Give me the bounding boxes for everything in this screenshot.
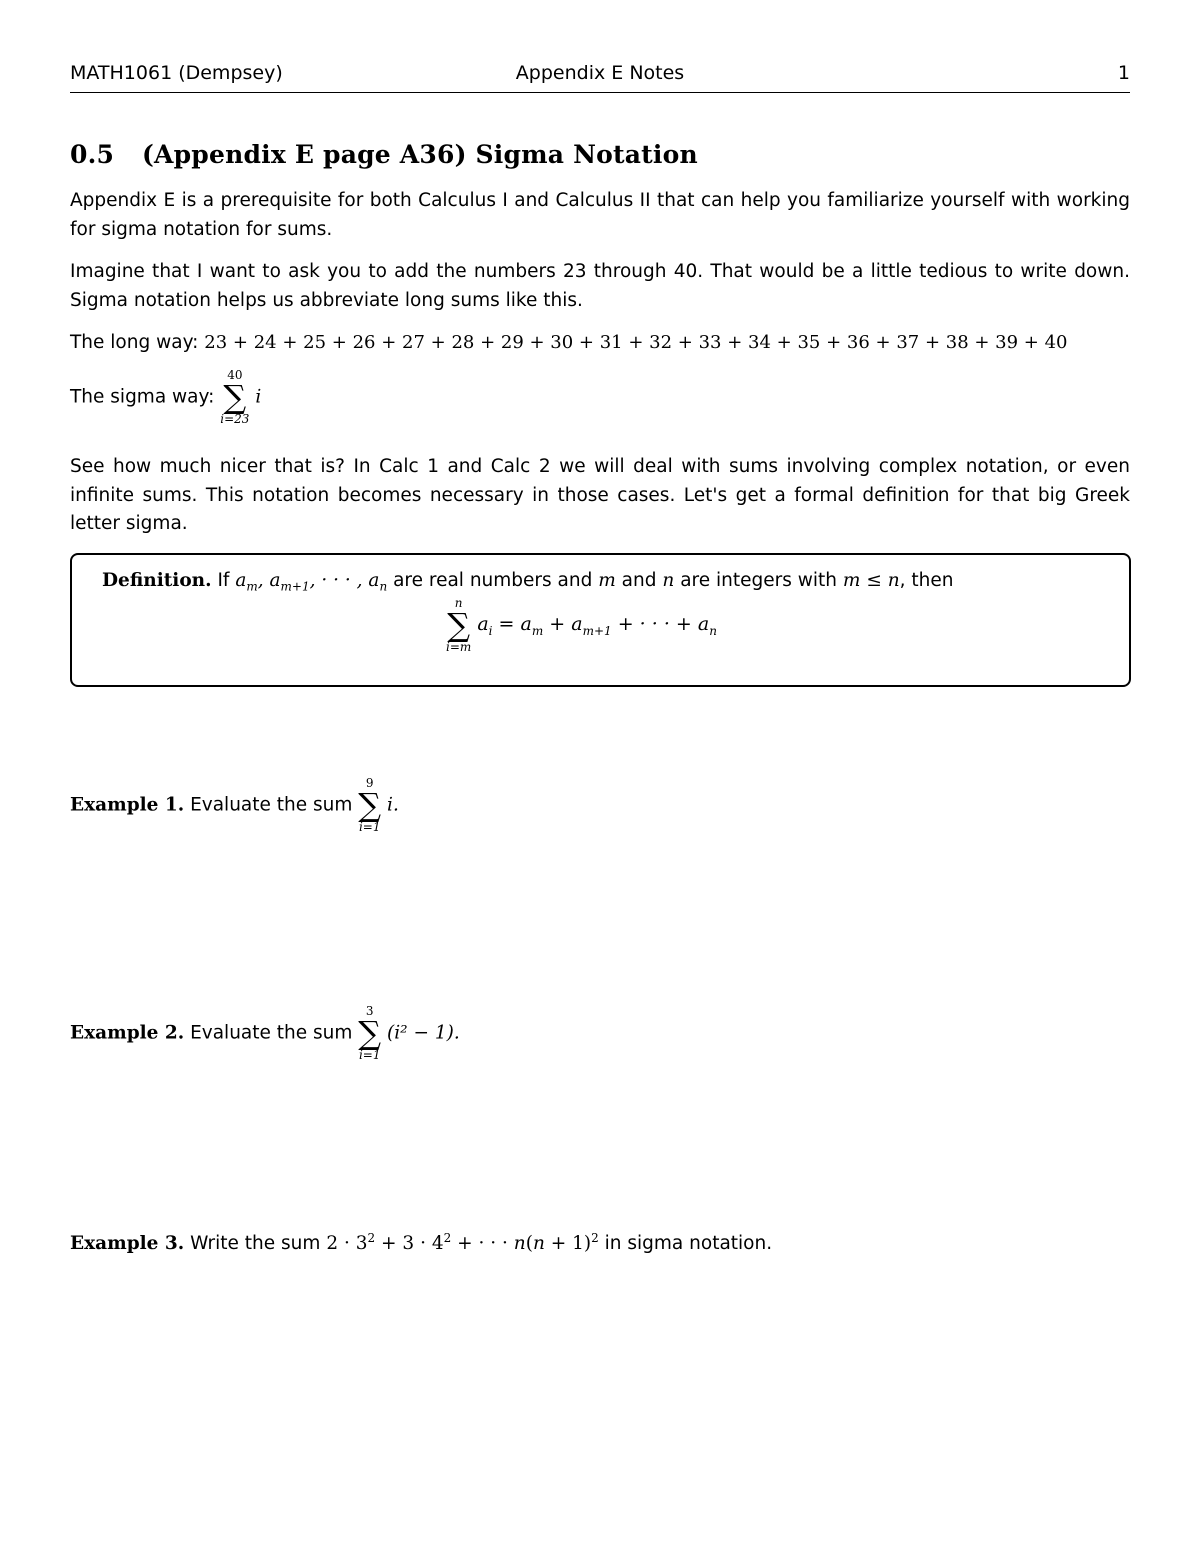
- definition-formula-rhs: $a_i = a_m + a_{m+1}$ + · · · + $a_n$: [477, 612, 717, 638]
- definition-then: , then: [899, 570, 954, 591]
- definition-and: and: [621, 570, 657, 591]
- sigma-symbol-icon: ∑: [358, 786, 382, 824]
- example-1-upper: 9: [365, 776, 374, 790]
- sigma-lower-limit: i=23: [220, 412, 250, 426]
- sigma-upper-limit: 40: [227, 368, 243, 382]
- example-3-expression: $2 \cdot 3^2 + 3 \cdot 4^2$ + · · · $n(n + 1)^2$: [326, 1231, 599, 1255]
- example-2-term: (i² − 1).: [387, 1022, 460, 1044]
- page-number: 1: [1117, 62, 1130, 84]
- definition-sigma: [446, 596, 471, 654]
- definition-sigma-upper: n: [454, 596, 463, 610]
- example-1-lower: i=1: [358, 820, 381, 834]
- sigma-way-term: i: [255, 386, 262, 408]
- long-way-line: [70, 329, 1130, 358]
- example-2: [70, 1004, 460, 1062]
- example-3-label: Example 3.: [70, 1233, 185, 1255]
- sigma-way-label: The sigma way:: [70, 386, 215, 408]
- section-number: 0.5: [70, 140, 115, 169]
- example-1-label: Example 1.: [70, 794, 185, 816]
- definition-if: If: [217, 570, 230, 591]
- example-1-sigma: [358, 776, 381, 834]
- example-1-text: Evaluate the sum: [190, 794, 353, 816]
- example-3-text-before: Write the sum: [190, 1233, 321, 1255]
- example-3: [70, 1231, 772, 1254]
- long-way-expression: 23 + 24 + 25 + 26 + 27 + 28 + 29 + 30 + 31 + 32 + 33 + 34 + 35 + 36 + 37 + 38 + 39 + 40: [204, 332, 1068, 353]
- paragraph-motivation: Imagine that I want to ask you to add the numbers 23 through 40. That would be a little tedious to write down. Sigma notation helps us abbreviate long sums like this.: [70, 261, 1130, 311]
- var-n: n: [662, 570, 675, 591]
- example-2-lower: i=1: [358, 1048, 381, 1062]
- sigma-symbol-icon: ∑: [223, 378, 247, 416]
- definition-label: Definition.: [102, 570, 212, 591]
- definition-integers: are integers with: [680, 570, 837, 591]
- definition-sequence: $a_m$, $a_{m+1}$, · · · , $a_n$: [235, 570, 388, 594]
- page-header: [70, 62, 1130, 93]
- sigma-symbol-icon: ∑: [358, 1014, 382, 1052]
- example-1: [70, 776, 399, 834]
- section-title: (Appendix E page A36) Sigma Notation: [142, 140, 698, 169]
- paragraph-intro: Appendix E is a prerequisite for both Calculus I and Calculus II that can help you familiarize yourself with working for sigma notation for sums.: [70, 190, 1130, 240]
- document-title: Appendix E Notes: [515, 62, 685, 84]
- sigma-way-line: [70, 368, 261, 426]
- definition-are: are real numbers and: [393, 570, 593, 591]
- example-2-text: Evaluate the sum: [190, 1022, 353, 1044]
- definition-condition: m ≤ n: [842, 570, 900, 591]
- example-2-sigma: [358, 1004, 381, 1062]
- definition-formula: [446, 596, 717, 654]
- example-1-term: i.: [387, 794, 399, 816]
- sigma-symbol-icon: ∑: [447, 606, 471, 644]
- example-3-text-after: in sigma notation.: [604, 1233, 773, 1255]
- course-label: MATH1061 (Dempsey): [70, 62, 283, 84]
- example-2-upper: 3: [365, 1004, 374, 1018]
- definition-sigma-lower: i=m: [446, 640, 472, 654]
- example-2-label: Example 2.: [70, 1022, 185, 1044]
- long-way-label: The long way:: [70, 332, 199, 353]
- section-heading: [70, 140, 698, 169]
- var-m: m: [598, 570, 616, 591]
- paragraph-transition: See how much nicer that is? In Calc 1 and Calc 2 we will deal with sums involving complex notation, or even infinite sums. This notation becomes necessary in those cases. Let's get a formal definition for that big Greek letter sigma.: [70, 456, 1130, 534]
- definition-statement: [102, 570, 953, 594]
- sigma-way-sigma: [220, 368, 249, 426]
